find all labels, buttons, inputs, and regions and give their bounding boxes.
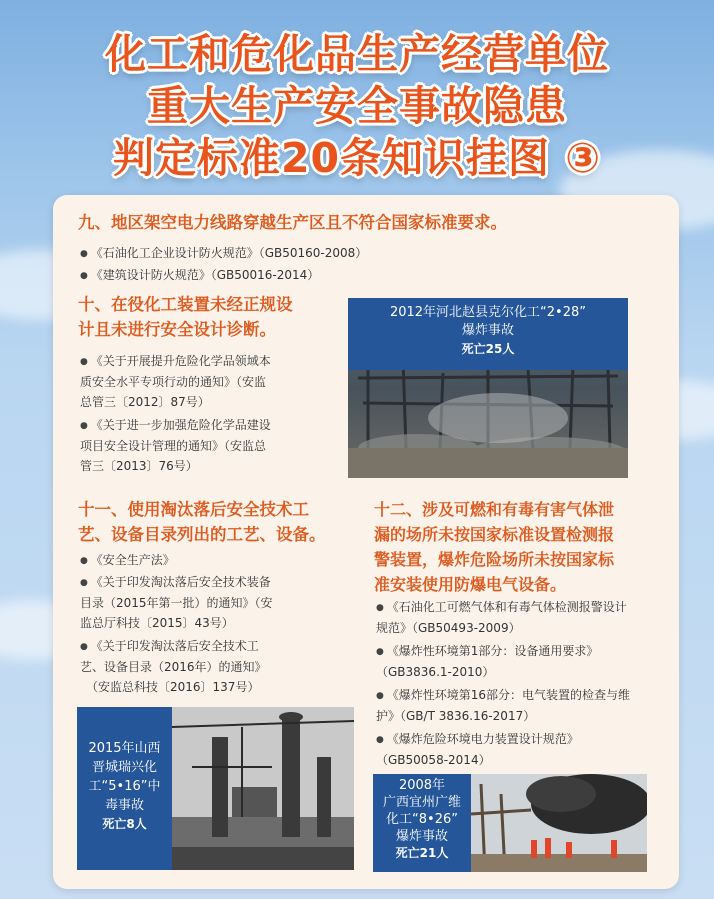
title-line-3: 判定标准20条知识挂图 ③ xyxy=(112,134,602,182)
section-11-heading xyxy=(78,497,326,547)
item-line: （安监总科技〔2016〕137号） xyxy=(86,680,260,694)
title-line-1: 化工和危化品生产经营单位 xyxy=(105,30,609,78)
item-line: ● 《关于进一步加强危险化学品建设 xyxy=(80,415,330,436)
title-line-2: 重大生产安全事故隐患 xyxy=(147,82,567,130)
caption-death: 死亡21人 xyxy=(395,846,449,860)
hebei-caption xyxy=(348,298,628,370)
item-line: ● 《关于开展提升危险化学品领域本 xyxy=(80,351,330,372)
section-11-item xyxy=(80,550,350,571)
section-12-heading xyxy=(374,497,614,597)
section-12-heading-line: 漏的场所未按国家标准设置检测报 xyxy=(374,525,615,544)
caption-line: 2008年 xyxy=(398,778,446,793)
caption-line: 爆炸事故 xyxy=(395,829,448,844)
item-line: （GB3836.1-2010） xyxy=(376,665,495,679)
item-line: ● 《关于印发淘汰落后安全技术工 xyxy=(80,636,350,657)
caption-line: 工“5•16”中 xyxy=(88,779,161,794)
item-line: 质安全水平专项行动的通知》（安监 xyxy=(80,375,267,389)
guangxi-caption xyxy=(373,774,471,872)
section-10-item xyxy=(80,415,330,476)
shanxi-caption xyxy=(77,707,172,870)
item-line: 目录（2015年第一批）的通知》（安 xyxy=(80,596,273,610)
item-line: ● 《爆炸危险环境电力装置设计规范》 xyxy=(376,729,676,750)
section-11-heading-line: 艺、设备目录列出的工艺、设备。 xyxy=(78,525,326,544)
item-line: ● 《安全生产法》 xyxy=(80,550,350,571)
section-12-heading-line: 十二、涉及可燃和有毒有害气体泄 xyxy=(374,500,615,519)
caption-line: 晋城瑞兴化 xyxy=(91,760,157,775)
section-12-item xyxy=(376,597,676,638)
caption-line: 爆炸事故 xyxy=(461,323,514,338)
item-line: ● 《爆炸性环境第16部分：电气装置的检查与维 xyxy=(376,685,676,706)
section-9-item: ● 《建筑设计防火规范》（GB50016-2014） xyxy=(80,265,319,286)
section-10-heading-line: 计且未进行安全设计诊断。 xyxy=(78,320,276,339)
section-12-item xyxy=(376,685,676,726)
caption-line: 广西宜州广维 xyxy=(382,795,461,810)
section-10-heading xyxy=(78,292,293,342)
section-11-item xyxy=(80,636,350,697)
section-12-heading-line: 准安装使用防爆电气设备。 xyxy=(374,575,567,594)
caption-line: 化工“8•26” xyxy=(386,812,458,827)
section-12-heading-line: 警装置，爆炸危险场所未按国家标 xyxy=(374,550,615,569)
item-line: （GB50058-2014） xyxy=(376,753,491,767)
caption-line: 2012年河北赵县克尔化工“2•28” xyxy=(389,305,587,320)
item-line: ● 《关于印发淘汰落后安全技术装备 xyxy=(80,572,350,593)
section-10-heading-line: 十、在役化工装置未经正规设 xyxy=(78,295,293,314)
section-11-item xyxy=(80,572,350,633)
guangxi-explosion-photo xyxy=(471,774,647,872)
item-line: 艺、设备目录（2016年）的通知》 xyxy=(80,660,267,674)
shanxi-accident-photo xyxy=(172,707,354,870)
caption-line: 毒事故 xyxy=(104,798,144,813)
section-11-heading-line: 十一、使用淘汰落后安全技术工 xyxy=(78,500,309,519)
section-10-item xyxy=(80,351,330,412)
section-9-item: ● 《石油化工企业设计防火规范》（GB50160-2008） xyxy=(80,243,367,264)
item-line: 管三〔2013〕76号） xyxy=(80,459,198,473)
item-line: 总管三〔2012〕87号） xyxy=(80,395,210,409)
caption-death: 死亡25人 xyxy=(461,342,515,356)
item-line: 项目安全设计管理的通知》（安监总 xyxy=(80,439,267,453)
section-12-item xyxy=(376,641,676,682)
section-9-heading: 九、地区架空电力线路穿越生产区且不符合国家标准要求。 xyxy=(78,213,507,232)
section-12-item xyxy=(376,729,676,770)
fire-scene-image xyxy=(471,774,647,872)
plant-image xyxy=(172,707,354,870)
caption-line: 2015年山西 xyxy=(88,741,161,756)
item-line: ● 《爆炸性环境第1部分：设备通用要求》 xyxy=(376,641,676,662)
caption-death: 死亡8人 xyxy=(102,817,147,831)
item-line: 监总厅科技〔2015〕43号） xyxy=(80,616,234,630)
item-line: ● 《石油化工可燃气体和有毒气体检测报警设计 xyxy=(376,597,676,618)
item-line: 护》（GB/T 3836.16-2017） xyxy=(376,709,536,723)
item-line: 规范》（GB50493-2009） xyxy=(376,621,521,635)
